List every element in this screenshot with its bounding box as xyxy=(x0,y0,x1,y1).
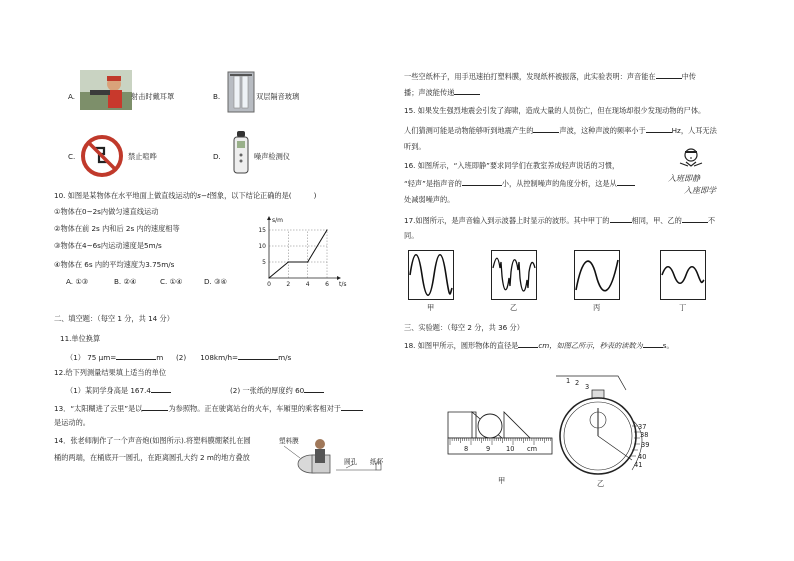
waveform-bing xyxy=(574,250,620,300)
q14-line1: 14．张老师制作了一个声音炮(如图所示).将塑料膜绷紧扎在圆 xyxy=(54,436,251,445)
wave-label-bing: 丙 xyxy=(593,303,601,312)
x-tick-label: 6 xyxy=(325,281,329,288)
q15-line2: 人们猜测可能是动物能够听到地震产生的 声波，这种声波的频率小于 Hz，人耳无法 xyxy=(404,126,717,135)
q10-choice-d: D. ③④ xyxy=(204,277,227,286)
ear-protection-photo xyxy=(80,70,132,110)
q10-statement-1: ①物体在0~2s内做匀速直线运动 xyxy=(54,207,159,216)
option-b-text: 双层隔音玻璃 xyxy=(256,92,300,101)
option-a-letter: A. xyxy=(68,92,76,101)
q15-line1: 15. 如果发生强烈地震会引发了海啸，造成大量的人员伤亡，但在现场却很少发现动物的尸体。 xyxy=(404,106,706,115)
q15-line3: 听到。 xyxy=(404,142,426,151)
x-tick-label: 2 xyxy=(286,281,291,288)
fig18-label-yi: 乙 xyxy=(597,479,605,488)
fig14-membrane-label: 塑料膜 xyxy=(279,437,299,445)
data-point xyxy=(326,229,327,230)
quiet-sign-line2: 入座即学 xyxy=(684,186,716,195)
x-axis-label: t/s xyxy=(339,281,347,288)
data-point xyxy=(268,277,269,278)
y-axis-label: s/m xyxy=(272,217,283,224)
q16-line2: “轻声”是指声音的 小，从控制噪声的角度分析，这是从 xyxy=(404,178,635,189)
q16-line1: 16. 如图所示，“入班即静”要求同学们在教室养成轻声说话的习惯， xyxy=(404,161,620,170)
data-point xyxy=(288,261,289,262)
q13-line1: 13．“太阳糊进了云里”是以 为参照物。正在驶离站台的火车，车厢里的乘客相对于 xyxy=(54,403,363,414)
q13-line2: 是运动的。 xyxy=(54,418,90,427)
wave-label-yi: 乙 xyxy=(510,303,518,312)
q10-stem: 10. 如图是某物体在水平地面上做直线运动的s−t图象，以下结论正确的是( ) xyxy=(54,191,317,200)
noise-meter-icon xyxy=(230,131,252,175)
quiet-student-icon xyxy=(676,146,706,174)
section2-title: 二、填空题：（每空 1 分，共 14 分） xyxy=(54,314,174,323)
fig14-cup-label: 纸杯 xyxy=(370,458,384,466)
q12-title: 12.给下列测量结果填上适当的单位 xyxy=(54,368,167,377)
scale-41: 41 xyxy=(634,461,643,469)
stopwatch-tick-3: 3 xyxy=(585,383,590,391)
q11-title: 11.单位换算 xyxy=(60,334,101,343)
section3-title: 三、实验题：（每空 2 分，共 36 分） xyxy=(404,323,524,332)
fig14-hole-label: 圆孔 xyxy=(344,458,358,466)
s-t-chart xyxy=(255,212,350,294)
q11-part-a: （1） 75 μm= m xyxy=(66,353,164,362)
y-tick-label: 15 xyxy=(258,227,266,234)
q14-continued-line2: 播；声波能传递 xyxy=(404,87,480,98)
y-tick-label: 10 xyxy=(258,243,266,250)
x-tick-label: 0 xyxy=(267,281,271,288)
q17-line2: 同。 xyxy=(404,231,419,240)
stopwatch-tick-1: 1 xyxy=(566,377,571,385)
wave-label-jia: 甲 xyxy=(427,303,435,312)
data-point xyxy=(307,261,308,262)
scale-39: 39 xyxy=(641,441,650,449)
no-noise-sign-icon xyxy=(80,134,124,178)
data-series-line xyxy=(269,230,327,278)
scale-37: 37 xyxy=(638,423,647,431)
q12-part-a: （1）某同学身高是 167.4 xyxy=(66,385,171,396)
y-tick-label: 5 xyxy=(262,259,266,266)
ruler-tick-8: 8 xyxy=(464,445,469,453)
quiet-sign-line1: 入班即静 xyxy=(668,174,700,183)
ruler-tick-10: 10 xyxy=(506,445,515,453)
q10-choice-a: A. ①③ xyxy=(66,277,89,286)
q10-choice-b: B. ②④ xyxy=(114,277,137,286)
scale-40: 40 xyxy=(638,453,647,461)
q10-choice-c: C. ①④ xyxy=(160,277,183,286)
option-c-letter: C. xyxy=(68,152,76,161)
option-b-letter: B. xyxy=(213,92,221,101)
waveform-yi xyxy=(491,250,537,300)
ruler-unit-cm: cm xyxy=(527,445,538,453)
wave-label-ding: 丁 xyxy=(679,303,687,312)
q17-line1: 17.如图所示，是声音输入到示波器上时显示的波形。其中甲丁的 相同，甲、乙的 不 xyxy=(404,216,716,225)
q11-part-b: (2) 108km/h= m/s xyxy=(176,353,292,362)
q12-part-b: (2) 一张纸的厚度约 60 xyxy=(230,385,324,396)
ruler-circle-figure xyxy=(446,408,558,460)
x-tick-label: 4 xyxy=(305,281,310,288)
option-c-text: 禁止喧哗 xyxy=(128,152,157,161)
scale-38: 38 xyxy=(640,431,649,439)
q10-statement-4: ④物体在 6s 内的平均速度为3.75m/s xyxy=(54,260,175,269)
option-d-letter: D. xyxy=(213,152,221,161)
q16-line3: 处减弱噪声的。 xyxy=(404,195,455,204)
fig18-label-jia: 甲 xyxy=(498,476,506,485)
y-axis-arrow xyxy=(267,216,271,220)
q10-statement-3: ③物体在4~6s内运动速度是5m/s xyxy=(54,241,162,250)
q18-line: 18. 如图甲所示，圆形物体的直径是 cm，如图乙所示，秒表的读数为 s。 xyxy=(404,341,674,350)
option-a-text: 射击时戴耳罩 xyxy=(131,92,175,101)
ruler-tick-9: 9 xyxy=(486,445,491,453)
x-axis-arrow xyxy=(337,276,341,280)
q10-statement-2: ②物体在前 2s 内和后 2s 内的速度相等 xyxy=(54,224,180,233)
q14-continued-line1: 一些空纸杯子，用手迅速拍打塑料膜，发现纸杯被振落，此实验表明：声音能在 中传 xyxy=(404,72,696,81)
option-d-text: 噪声检测仪 xyxy=(254,152,290,161)
double-glazing-photo xyxy=(226,70,256,114)
waveform-jia xyxy=(408,250,454,300)
q14-line2: 桶的两端，在桶底开一圆孔，在距离圆孔大约 2 m的地方叠放 xyxy=(54,453,250,462)
waveform-ding xyxy=(660,250,706,300)
stopwatch-tick-2: 2 xyxy=(575,379,580,387)
